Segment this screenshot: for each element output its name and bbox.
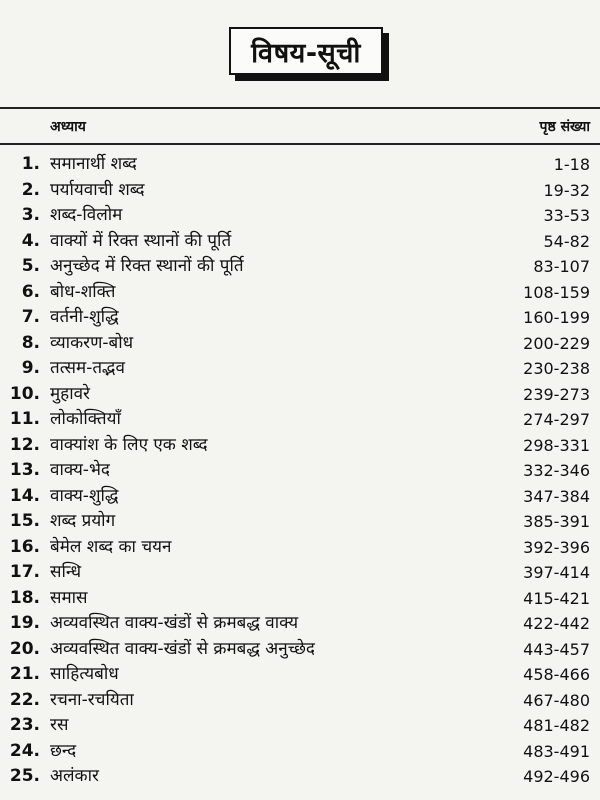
- chapter-number: 19.: [9, 613, 40, 633]
- chapter-title: शब्द-विलोम: [50, 205, 123, 225]
- chapter-title: अलंकार: [50, 766, 99, 786]
- page-range: 422-442: [523, 614, 590, 633]
- chapter-title: समास: [50, 587, 88, 608]
- page-range: 298-331: [523, 435, 590, 455]
- chapter-number: 21.: [9, 664, 40, 684]
- page-range: 385-391: [523, 512, 590, 531]
- contents-row: [0, 637, 600, 663]
- page-range: 458-466: [523, 665, 590, 684]
- chapter-number: 3.: [21, 205, 40, 225]
- chapter-title: वाक्य-शुद्धि: [50, 485, 119, 506]
- chapter-title: लोकोक्तियाँ: [50, 409, 121, 429]
- chapter-title: साहित्यबोध: [50, 664, 119, 684]
- page-column-header: पृष्ठ संख्या: [539, 119, 590, 135]
- chapter-number: 15.: [9, 511, 40, 531]
- chapter-title: पर्यायवाची शब्द: [50, 179, 145, 200]
- chapter-number: 13.: [9, 460, 40, 480]
- contents-row: [0, 382, 600, 408]
- chapter-title: वर्तनी-शुद्धि: [50, 307, 119, 327]
- page-range: 332-346: [523, 461, 590, 480]
- contents-row: [0, 764, 600, 790]
- page-range: 443-457: [523, 639, 590, 659]
- contents-row: [0, 535, 600, 561]
- chapter-number: 1.: [21, 154, 40, 174]
- chapter-title: शब्द प्रयोग: [50, 511, 116, 531]
- chapter-number: 24.: [9, 740, 40, 761]
- chapter-title: बेमेल शब्द का चयन: [50, 536, 172, 557]
- chapter-number: 9.: [21, 358, 40, 378]
- chapter-number: 12.: [9, 434, 40, 455]
- contents-row: [0, 509, 600, 535]
- page-range: 274-297: [523, 410, 590, 429]
- page-range: 481-482: [523, 716, 590, 735]
- chapter-title: व्याकरण-बोध: [50, 332, 134, 353]
- page-range: 83-107: [533, 257, 590, 276]
- chapter-number: 5.: [21, 256, 40, 276]
- chapter-title: अव्यवस्थित वाक्य-खंडों से क्रमबद्ध वाक्य: [50, 613, 299, 633]
- chapter-number: 6.: [21, 281, 40, 302]
- chapter-title: सन्धि: [50, 562, 82, 582]
- page-range: 239-273: [523, 384, 590, 404]
- contents-row: [0, 305, 600, 331]
- chapter-title: वाक्य-भेद: [50, 460, 110, 480]
- chapter-number: 11.: [9, 409, 40, 429]
- page-range: 392-396: [523, 537, 590, 557]
- chapter-number: 25.: [9, 766, 40, 786]
- page-range: 33-53: [543, 206, 590, 225]
- chapter-number: 8.: [21, 332, 40, 353]
- contents-row: [0, 484, 600, 510]
- chapter-title: मुहावरे: [50, 383, 91, 404]
- contents-row: [0, 407, 600, 433]
- contents-row: [0, 713, 600, 739]
- chapter-title: समानार्थी शब्द: [50, 154, 137, 174]
- chapter-number: 7.: [21, 307, 40, 327]
- chapter-title: तत्सम-तद्भव: [50, 358, 125, 378]
- contents-row: [0, 586, 600, 612]
- page-range: 347-384: [523, 486, 590, 506]
- chapter-title: वाक्यांश के लिए एक शब्द: [50, 434, 208, 455]
- chapter-column-header: अध्याय: [50, 119, 86, 135]
- chapter-number: 14.: [9, 485, 40, 506]
- page-title: विषय-सूची: [229, 27, 383, 75]
- page-range: 483-491: [523, 741, 590, 761]
- page-range: 415-421: [523, 588, 590, 608]
- chapter-number: 16.: [9, 536, 40, 557]
- page-range: 230-238: [523, 359, 590, 378]
- contents-row: [0, 331, 600, 357]
- contents-row: [0, 688, 600, 714]
- chapter-number: 23.: [9, 715, 40, 735]
- contents-list: [0, 152, 600, 790]
- chapter-number: 18.: [9, 587, 40, 608]
- chapter-title: वाक्यों में रिक्त स्थानों की पूर्ति: [50, 230, 232, 251]
- contents-row: [0, 152, 600, 178]
- page-range: 467-480: [523, 690, 590, 710]
- header-bottom-rule: [0, 143, 600, 145]
- chapter-title: अनुच्छेद में रिक्त स्थानों की पूर्ति: [50, 256, 244, 276]
- page-range: 54-82: [543, 231, 590, 251]
- contents-row: [0, 178, 600, 204]
- chapter-title: छन्द: [50, 740, 77, 761]
- contents-row: [0, 560, 600, 586]
- contents-row: [0, 458, 600, 484]
- page-range: 1-18: [553, 155, 590, 174]
- chapter-number: 20.: [9, 638, 40, 659]
- header-top-rule: [0, 107, 600, 109]
- page-range: 397-414: [523, 563, 590, 582]
- chapter-title: रस: [50, 715, 69, 735]
- contents-row: [0, 739, 600, 765]
- chapter-number: 4.: [21, 230, 40, 251]
- contents-row: [0, 229, 600, 255]
- contents-row: [0, 433, 600, 459]
- page-range: 200-229: [523, 333, 590, 353]
- contents-row: [0, 356, 600, 382]
- chapter-number: 17.: [9, 562, 40, 582]
- contents-row: [0, 254, 600, 280]
- contents-row: [0, 611, 600, 637]
- chapter-number: 22.: [9, 689, 40, 710]
- chapter-title: बोध-शक्ति: [50, 281, 116, 302]
- page-range: 160-199: [523, 308, 590, 327]
- chapter-title: रचना-रचयिता: [50, 689, 134, 710]
- page-range: 492-496: [523, 767, 590, 786]
- chapter-title: अव्यवस्थित वाक्य-खंडों से क्रमबद्ध अनुच्छेद: [50, 638, 315, 659]
- chapter-number: 10.: [9, 383, 40, 404]
- table-header: [0, 113, 600, 137]
- contents-row: [0, 662, 600, 688]
- page-range: 108-159: [523, 282, 590, 302]
- chapter-number: 2.: [21, 179, 40, 200]
- contents-row: [0, 203, 600, 229]
- page-range: 19-32: [543, 180, 590, 200]
- contents-row: [0, 280, 600, 306]
